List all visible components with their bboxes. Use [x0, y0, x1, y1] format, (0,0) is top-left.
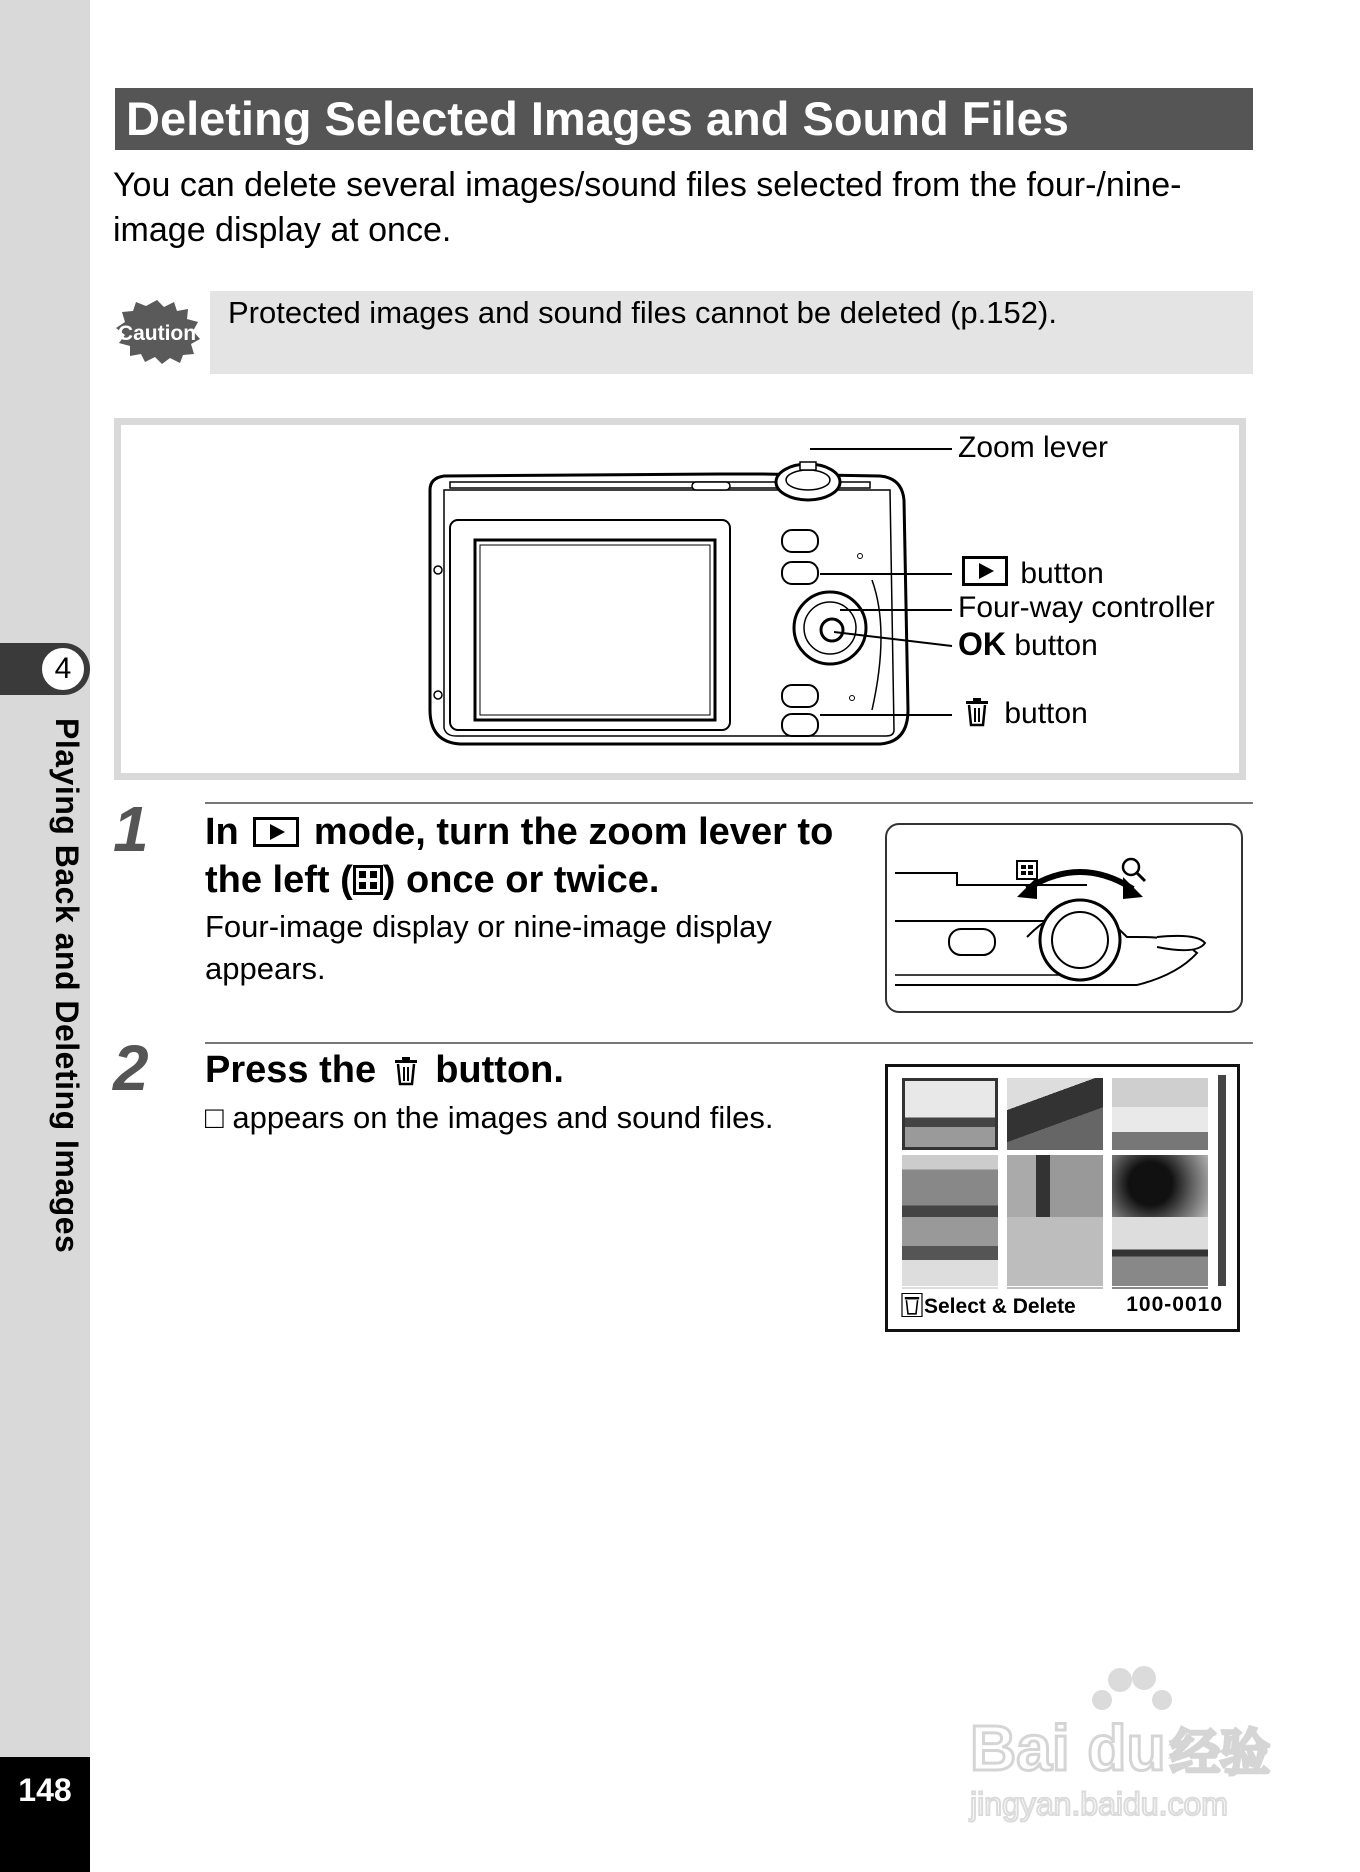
thumbnail-8-sound-file	[1007, 1217, 1103, 1289]
label-playback-button	[958, 556, 1104, 591]
thumbnail-1	[902, 1078, 998, 1150]
step-2-body: □ appears on the images and sound files.	[205, 1100, 774, 1135]
step-1-heading-text-c: the left (	[205, 859, 353, 901]
step-1-heading-text-a: In	[205, 811, 239, 853]
label-ok-button	[958, 627, 1098, 663]
caution-text: Protected images and sound files cannot be deleted (p.152).	[228, 295, 1057, 330]
label-ok-button-text: button	[1014, 629, 1098, 662]
chapter-number: 4	[40, 646, 86, 692]
trash-icon	[393, 1056, 419, 1086]
step-1-heading-text-b: mode, turn the zoom lever to	[313, 811, 834, 853]
trash-icon	[964, 697, 990, 727]
caution-icon	[114, 298, 200, 364]
step-2-heading	[205, 1046, 564, 1095]
step-1-body: Four-image display or nine-image display appears.	[205, 909, 772, 986]
step-2-heading-text-b: button.	[435, 1049, 564, 1091]
thumbnail-9	[1112, 1217, 1208, 1289]
step-1-rule	[205, 802, 1253, 804]
step-2-heading-text-a: Press the	[205, 1049, 377, 1091]
intro-paragraph: You can delete several images/sound files selected from the four-/nine-image display at once.	[113, 166, 1182, 249]
thumbnail-7	[902, 1217, 998, 1289]
step-1-heading-line1	[205, 808, 833, 857]
zoom-lever-illustration	[885, 823, 1243, 1013]
watermark-brand: Bai du	[970, 1712, 1166, 1784]
step-1-number: 1	[113, 793, 149, 865]
zoom-lever-drawing	[887, 825, 1241, 1011]
step-1-heading-text-d: ) once or twice.	[382, 859, 660, 901]
label-four-way-controller: Four-way controller	[958, 591, 1215, 624]
thumbnail-3	[1112, 1078, 1208, 1150]
watermark-brand-cn: 经验	[1170, 1724, 1270, 1782]
grid-view-icon	[353, 865, 383, 895]
section-title: Deleting Selected Images and Sound Files	[126, 92, 1069, 145]
scroll-bar	[1218, 1075, 1226, 1287]
label-trash-button	[958, 697, 1088, 731]
trash-icon	[900, 1293, 924, 1317]
step-2-rule	[205, 1042, 1253, 1044]
watermark-url: jingyan.baidu.com	[970, 1786, 1228, 1822]
page-number: 148	[18, 1772, 72, 1808]
label-playback-button-text: button	[1020, 557, 1104, 590]
label-zoom-lever: Zoom lever	[958, 431, 1109, 464]
label-trash-button-text: button	[1004, 697, 1088, 730]
file-number: 100-0010	[1126, 1293, 1223, 1316]
step-1-heading-line2	[205, 856, 659, 905]
baidu-watermark	[960, 1660, 1290, 1830]
nine-image-display-illustration	[885, 1064, 1240, 1332]
thumbnail-2	[1007, 1078, 1103, 1150]
playback-icon	[253, 817, 299, 847]
camera-back-illustration	[420, 460, 920, 760]
playback-icon	[962, 556, 1008, 586]
screen-footer	[900, 1293, 1076, 1319]
step-2-number: 2	[113, 1032, 149, 1104]
chapter-title: Playing Back and Deleting Images	[49, 718, 85, 1254]
select-delete-label: Select & Delete	[924, 1295, 1076, 1318]
caution-icon-label: Caution	[117, 322, 197, 345]
ok-icon: OK	[958, 626, 1006, 662]
